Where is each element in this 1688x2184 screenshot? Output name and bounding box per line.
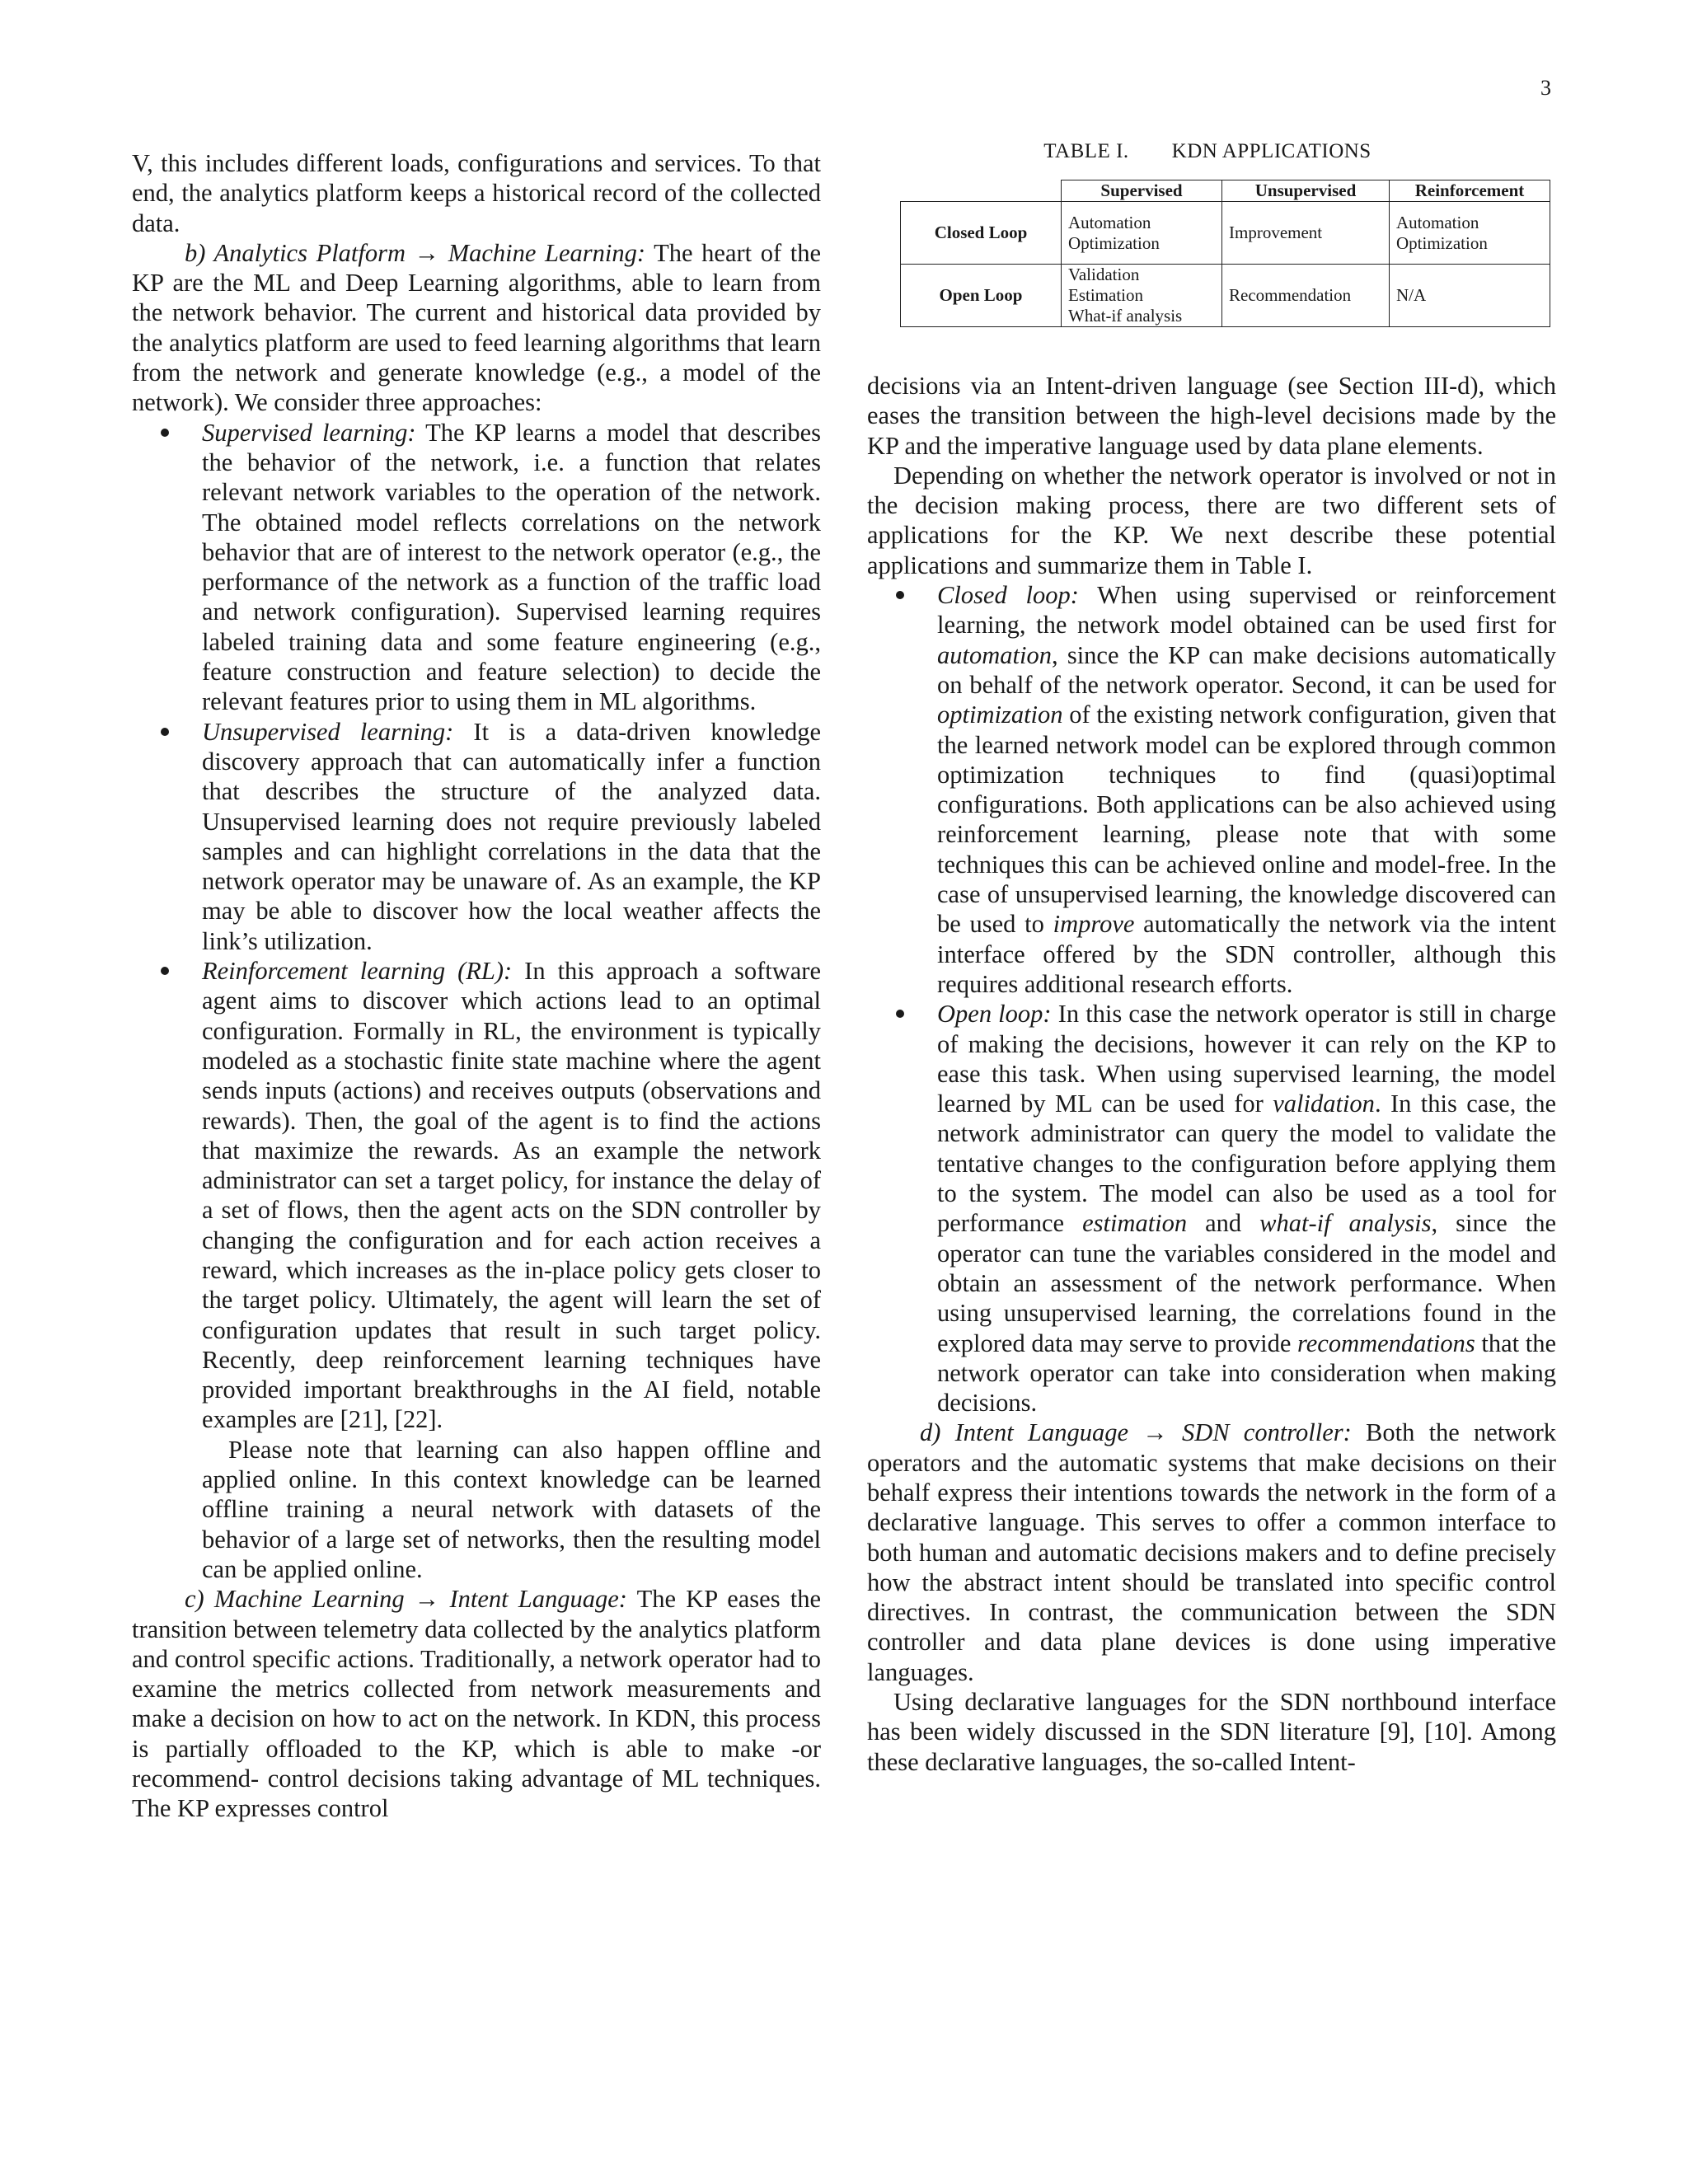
paragraph-body: The heart of the KP are the ML and Deep Learning algorithms, able to learn from the network behavior. The current and historical data provided by the analytics platform are used to feed learning algorithms that learn from the network and generate knowledge (e.g., a model of the network). We consider three approaches: [132, 238, 821, 417]
table-col-header: Reinforcement [1390, 180, 1550, 202]
list-item-heading: Reinforcement learning (RL): [202, 957, 513, 986]
bullet-icon [161, 728, 169, 736]
text-run: , since the KP can make decisions automatically on behalf of the network operator. Second, it can be used for [937, 640, 1556, 699]
cell-line: Recommendation [1229, 285, 1352, 305]
text-run: of the existing network configuration, given that the learned network model can be explored through common optimization techniques to find (quasi)optimal configurations. Both applications can be also achieved using reinforcement learning, please note that with some techniques this can be achieved online and model-free. In the case of unsupervised learning, the knowledge discovered can be used to [937, 701, 1557, 939]
table-row-header: Open Loop [901, 265, 1062, 327]
right-column [867, 371, 1556, 1777]
paragraph-body: Both the network operators and the automatic systems that make decisions on their behalf express their intentions towards the network in the form of a declarative language. This serves to offer a common interface to both human and automatic decisions makers and to define precisely how the abstract intent should be translated into specific control directives. In contrast, the communication between the SDN controller and data plane devices is done using imperative languages. [867, 1418, 1556, 1686]
paragraph-heading: d) Intent Language → SDN controller: [920, 1418, 1352, 1447]
cell-line: Estimation [1068, 285, 1143, 305]
table-cell [1390, 265, 1550, 327]
list-item-heading: Open loop: [937, 1000, 1052, 1029]
section-paragraph [132, 1584, 821, 1823]
table-cell [1062, 265, 1222, 327]
bullet-icon [161, 967, 169, 975]
left-column [132, 148, 821, 1824]
list-item [937, 999, 1556, 1418]
cell-line: Optimization [1396, 232, 1488, 253]
body-paragraph: Please note that learning can also happen offline and applied online. In this context knowledge can be learned offline training a neural network with datasets of the behavior of a large set of networks, then the resulting model can be applied online. [202, 1435, 821, 1583]
text-run: In this case the network operator is still in charge of making the decisions, however it can rely on the KP to ease this task. When using supervised learning, the model learned by ML can be used for [937, 1000, 1557, 1118]
cell-line: Optimization [1068, 232, 1160, 253]
paragraph-body: The KP eases the transition between telemetry data collected by the analytics platform and control specific actions. Traditionally, a network operator had to examine the metrics collected from network measurements and make a decision on how to act on the network. In KDN, this process is partially offloaded to the KP, which is able to make -or recommend- control decisions taking advantage of ML techniques. The KP expresses control [132, 1585, 822, 1823]
body-paragraph: decisions via an Intent-driven language (see Section III-d), which eases the transition between the high-level decisions made by the KP and the imperative language used by data plane elements. [867, 372, 1556, 460]
table-cell [1390, 202, 1550, 265]
list-item [202, 717, 821, 956]
approaches-list [132, 418, 821, 1435]
table-row-header: Closed Loop [901, 202, 1062, 265]
body-paragraph: V, this includes different loads, configurations and services. To that end, the analytics platform keeps a historical record of the collected data. [132, 149, 821, 237]
text-run: automatically the network via the intent interface offered by the SDN controller, although this requires additional research efforts. [937, 910, 1557, 998]
body-paragraph: Depending on whether the network operator is involved or not in the decision making process, there are two different sets of applications for the KP. We next describe these potential applications and summarize them in Table I. [867, 461, 1556, 579]
list-item-heading: Unsupervised learning: [202, 717, 454, 746]
table-cell [1222, 202, 1390, 265]
section-paragraph [867, 1418, 1556, 1687]
emphasis: what-if analysis [1259, 1209, 1432, 1238]
emphasis: recommendations [1297, 1329, 1475, 1357]
table-col-header: Unsupervised [1222, 180, 1390, 202]
bullet-icon [896, 591, 904, 599]
table-row [901, 202, 1550, 265]
kdn-applications-table [900, 180, 1550, 327]
list-item [202, 418, 821, 717]
text-run: When using supervised or reinforcement learning, the network model obtained can be used first for [937, 581, 1557, 640]
emphasis: validation [1273, 1090, 1375, 1118]
list-item-heading: Supervised learning: [202, 418, 416, 447]
table-row [901, 265, 1550, 327]
text-run: that the network operator can take into consideration when making decisions. [937, 1329, 1556, 1418]
list-item [202, 956, 821, 1435]
text-run: and [1205, 1209, 1242, 1238]
cell-line: Automation [1068, 212, 1151, 232]
page-number: 3 [1540, 76, 1551, 100]
list-item-body: It is a data-driven knowledge discovery approach that can automatically infer a function that describes the structure of the analyzed data. Unsupervised learning does not require previously labeled samples and can highlight correlations in the data that the network operator may be unaware of. As an example, the KP may be able to discover how the local weather affects the link’s utilization. [202, 717, 821, 955]
table-cell [1222, 265, 1390, 327]
table-caption [865, 140, 1550, 163]
list-item-body: In this approach a software agent aims to discover which actions lead to an optimal configuration. Formally in RL, the environment is typically modeled as a stochastic finite state machine where the agent sends inputs (actions) and receives outputs (observations and rewards). Then, the goal of the agent is to find the actions that maximize the rewards. As an example the network administrator can set a target policy, for instance the delay of a set of flows, then the agent acts on the SDN controller by changing the configuration and for each action receives a reward, which increases as the in-place policy gets closer to the target policy. Ultimately, the agent will learn the set of configuration updates that result in such target policy. Recently, deep reinforcement learning techniques have provided important breakthroughs in the AI field, notable examples are [21], [22]. [202, 957, 821, 1434]
text-run: . In this case, the network administrator can query the model to validate the tentative changes to the configuration before applying them to the system. The model can also be used as a tool for performance [937, 1090, 1557, 1238]
paragraph-heading: c) Machine Learning → Intent Language: [185, 1585, 627, 1614]
emphasis: improve [1053, 910, 1135, 939]
table-cell [1062, 202, 1222, 265]
emphasis: estimation [1082, 1209, 1188, 1238]
text-run: , since the operator can tune the variables considered in the model and obtain an assessment of the network performance. When using unsupervised learning, the correlations found in the explored data may serve to provide [937, 1209, 1557, 1357]
cell-line: What-if analysis [1068, 306, 1183, 326]
emphasis: optimization [937, 701, 1063, 729]
applications-list [867, 580, 1556, 1418]
body-paragraph: Using declarative languages for the SDN northbound interface has been widely discussed in the SDN literature [9], [10]. Among these declarative languages, the so-called Intent- [867, 1688, 1556, 1776]
cell-line: Automation [1396, 212, 1479, 232]
list-item-heading: Closed loop: [937, 581, 1079, 610]
cell-line: N/A [1396, 285, 1427, 305]
paragraph-heading: b) Analytics Platform → Machine Learning: [185, 238, 646, 267]
emphasis: automation [937, 640, 1052, 669]
list-item-body: The KP learns a model that describes the behavior of the network, i.e. a function that relates relevant network variables to the operation of the network. The obtained model reflects correlations on the network behavior that are of interest to the network operator (e.g., the performance of the network as a function of the traffic load and network configuration). Supervised learning requires labeled training data and some feature engineering (e.g., feature construction and feature selection) to decide the relevant features prior to using them in ML algorithms. [202, 418, 821, 716]
table-col-header: Supervised [1062, 180, 1222, 202]
table-caption-title: KDN APPLICATIONS [1171, 140, 1372, 162]
cell-line: Validation [1068, 265, 1140, 284]
table-caption-number: TABLE I. [1043, 140, 1129, 162]
table-corner [901, 180, 1062, 202]
section-paragraph [132, 238, 821, 418]
cell-line: Improvement [1229, 223, 1323, 242]
list-item [937, 580, 1556, 999]
bullet-icon [896, 1010, 904, 1018]
bullet-icon [161, 429, 169, 437]
